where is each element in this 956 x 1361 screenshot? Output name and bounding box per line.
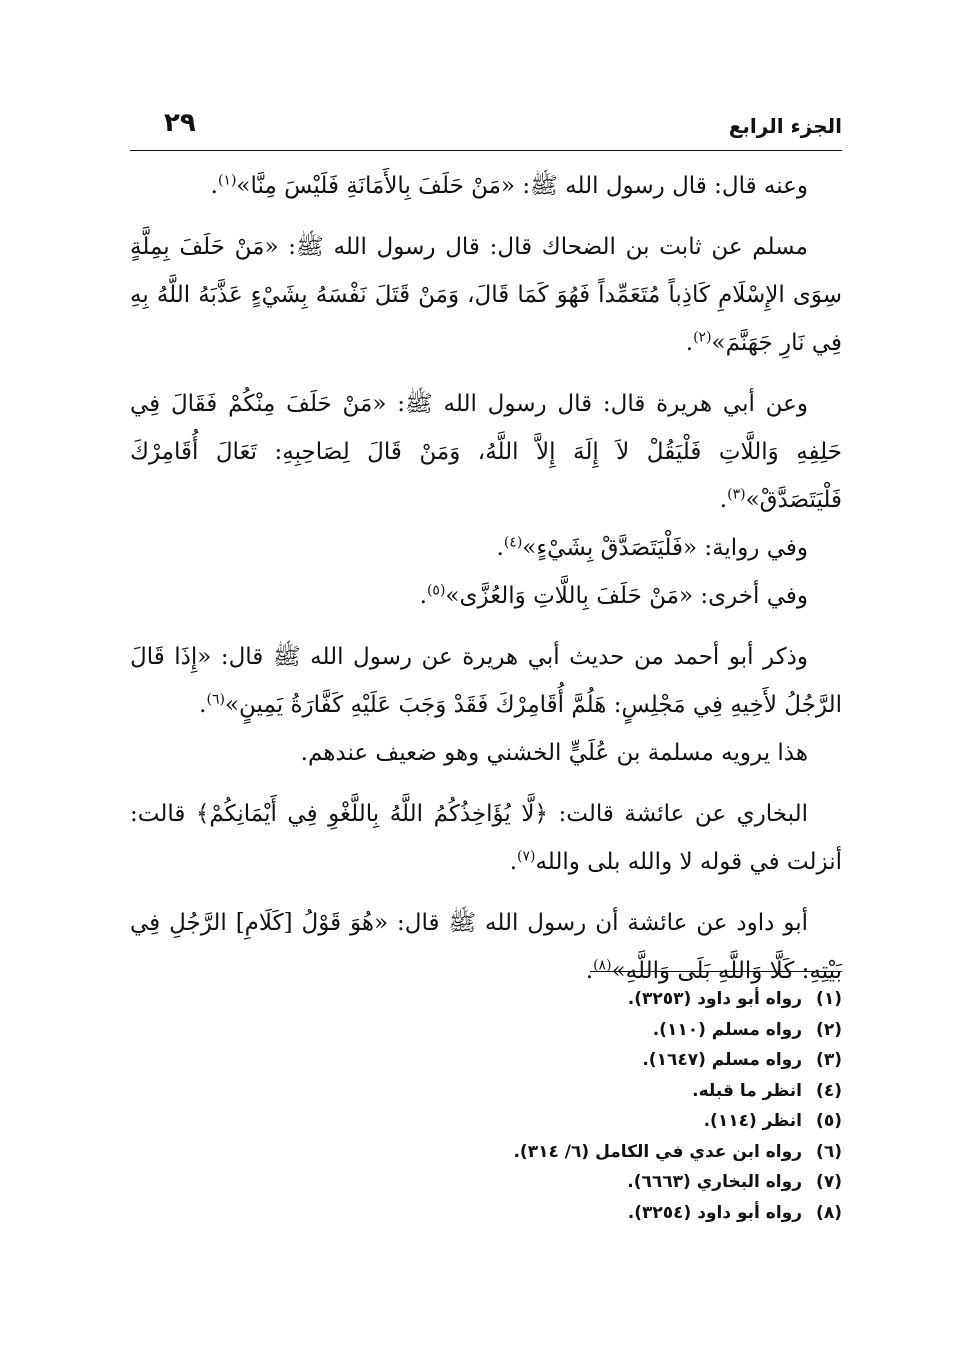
paragraph-text: أبو داود عن عائشة أن رسول الله ﷺ قال: «هُوَ قَوْلُ [كَلَامِ] الرَّجُلِ فِي بَيْتِهِ: كَلَّا وَاللَّهِ بَلَى وَاللَّهِ» [130, 910, 842, 984]
paragraph-text: مسلم عن ثابت بن الضحاك قال: قال رسول الله ﷺ: «مَنْ حَلَفَ بِمِلَّةٍ سِوَى الإِسْلَامِ كَاذِباً مُتَعَمِّداً فَهُوَ كَمَا قَالَ، وَمَنْ قَتَلَ نَفْسَهُ بِشَيْءٍ عَذَّبَهُ اللَّهُ بِهِ فِي نَارِ جَهَنَّمَ» [130, 234, 842, 356]
footnote [130, 1198, 842, 1229]
paragraph-text: وفي أخرى: «مَنْ حَلَفَ بِاللَّاتِ وَالعُزَّى» [445, 583, 808, 609]
paragraph-end: . [719, 487, 728, 513]
footnote [130, 1076, 842, 1107]
paragraph-text: وذكر أبو أحمد من حديث أبي هريرة عن رسول الله ﷺ قال: «إِذَا قَالَ الرَّجُلُ لأَخِيهِ فِي مَجْلِسٍ: هَلُمَّ أُقَامِرْكَ فَقَدْ وَجَبَ عَلَيْهِ كَفَّارَةُ يَمِينٍ» [130, 644, 842, 718]
header-divider [130, 150, 842, 151]
paragraph-text: وعن أبي هريرة قال: قال رسول الله ﷺ: «مَنْ حَلَفَ مِنْكُمْ فَقَالَ فِي حَلِفِهِ وَاللَّاتِ فَلْيَقُلْ لاَ إِلَهَ إِلاَّ اللَّهُ، وَمَنْ قَالَ لِصَاحِبِهِ: تَعَالَ أُقَامِرْكَ فَلْيَتَصَدَّقْ» [130, 391, 842, 513]
footnote-text: رواه أبو داود (٣٢٥٣). [627, 989, 802, 1009]
paragraph [130, 633, 842, 729]
page-header [130, 108, 842, 148]
footnote [130, 1167, 842, 1198]
paragraph-end: . [210, 173, 218, 199]
footnote [130, 1137, 842, 1168]
footnote-text: رواه مسلم (١١٠). [652, 1019, 802, 1040]
body-text [130, 162, 842, 995]
paragraph-text: وفي رواية: «فَلْيَتَصَدَّقْ بِشَيْءٍ» [522, 535, 808, 561]
paragraph [130, 790, 842, 886]
footnote-number: (٧) [816, 1172, 842, 1192]
paragraph [130, 162, 842, 210]
footnote-number: (٣) [816, 1050, 842, 1070]
footnotes [130, 984, 842, 1228]
footnote-text: انظر ما قبله. [692, 1080, 802, 1101]
paragraph-end: . [199, 692, 207, 718]
paragraph [130, 223, 842, 367]
footnote-text: انظر (١١٤). [703, 1111, 802, 1131]
footnote-text: رواه مسلم (١٦٤٧). [642, 1050, 802, 1070]
footnote-divider [590, 971, 842, 972]
footnote-number: (٨) [816, 1202, 842, 1223]
footnote-number: (٥) [816, 1111, 842, 1131]
footnote-marker: (٦) [206, 691, 225, 708]
footnote-marker: (١) [217, 172, 237, 189]
paragraph-text: البخاري عن عائشة قالت: ﴿لَّا يُؤَاخِذُكُمُ اللَّهُ بِاللَّغْوِ فِي أَيْمَانِكُمْ﴾ قالت: أنزلت في قوله لا والله بلى والله [130, 801, 842, 875]
running-title: الجزء الرابع [728, 114, 842, 138]
footnote-marker: (٧) [517, 848, 536, 865]
paragraph-end: . [496, 535, 504, 561]
footnote-number: (٤) [816, 1080, 842, 1101]
paragraph-end: . [419, 583, 427, 609]
paragraph [130, 572, 842, 620]
footnote [130, 1045, 842, 1076]
paragraph [130, 524, 842, 572]
footnote-text: رواه البخاري (٦٦٦٣). [627, 1172, 802, 1192]
paragraph [130, 729, 842, 777]
paragraph-text: وعنه قال: قال رسول الله ﷺ: «مَنْ حَلَفَ بِالأَمَانَةِ فَلَيْسَ مِنَّا» [236, 173, 808, 199]
footnote-marker: (٨) [593, 957, 612, 974]
paragraph-end: . [685, 330, 694, 356]
footnote-number: (٢) [816, 1019, 842, 1040]
paragraph-end: . [585, 958, 594, 984]
paragraph-text: هذا يرويه مسلمة بن عُلَيٍّ الخشني وهو ضعيف عندهم. [300, 740, 808, 766]
footnote-marker: (٢) [693, 329, 712, 346]
page-number: ٢٩ [164, 108, 196, 138]
footnote-marker: (٥) [426, 582, 446, 599]
footnote [130, 984, 842, 1015]
footnote-marker: (٣) [727, 486, 746, 503]
footnote [130, 1106, 842, 1137]
footnote [130, 1015, 842, 1046]
footnote-text: رواه ابن عدي في الكامل (٦/ ٣١٤). [513, 1141, 802, 1162]
footnote-text: رواه أبو داود (٣٢٥٤). [627, 1202, 802, 1223]
paragraph [130, 899, 842, 995]
footnote-number: (٦) [816, 1141, 842, 1162]
paragraph [130, 380, 842, 524]
footnote-marker: (٤) [503, 534, 523, 551]
footnote-number: (١) [816, 989, 842, 1009]
paragraph-end: . [509, 849, 517, 875]
